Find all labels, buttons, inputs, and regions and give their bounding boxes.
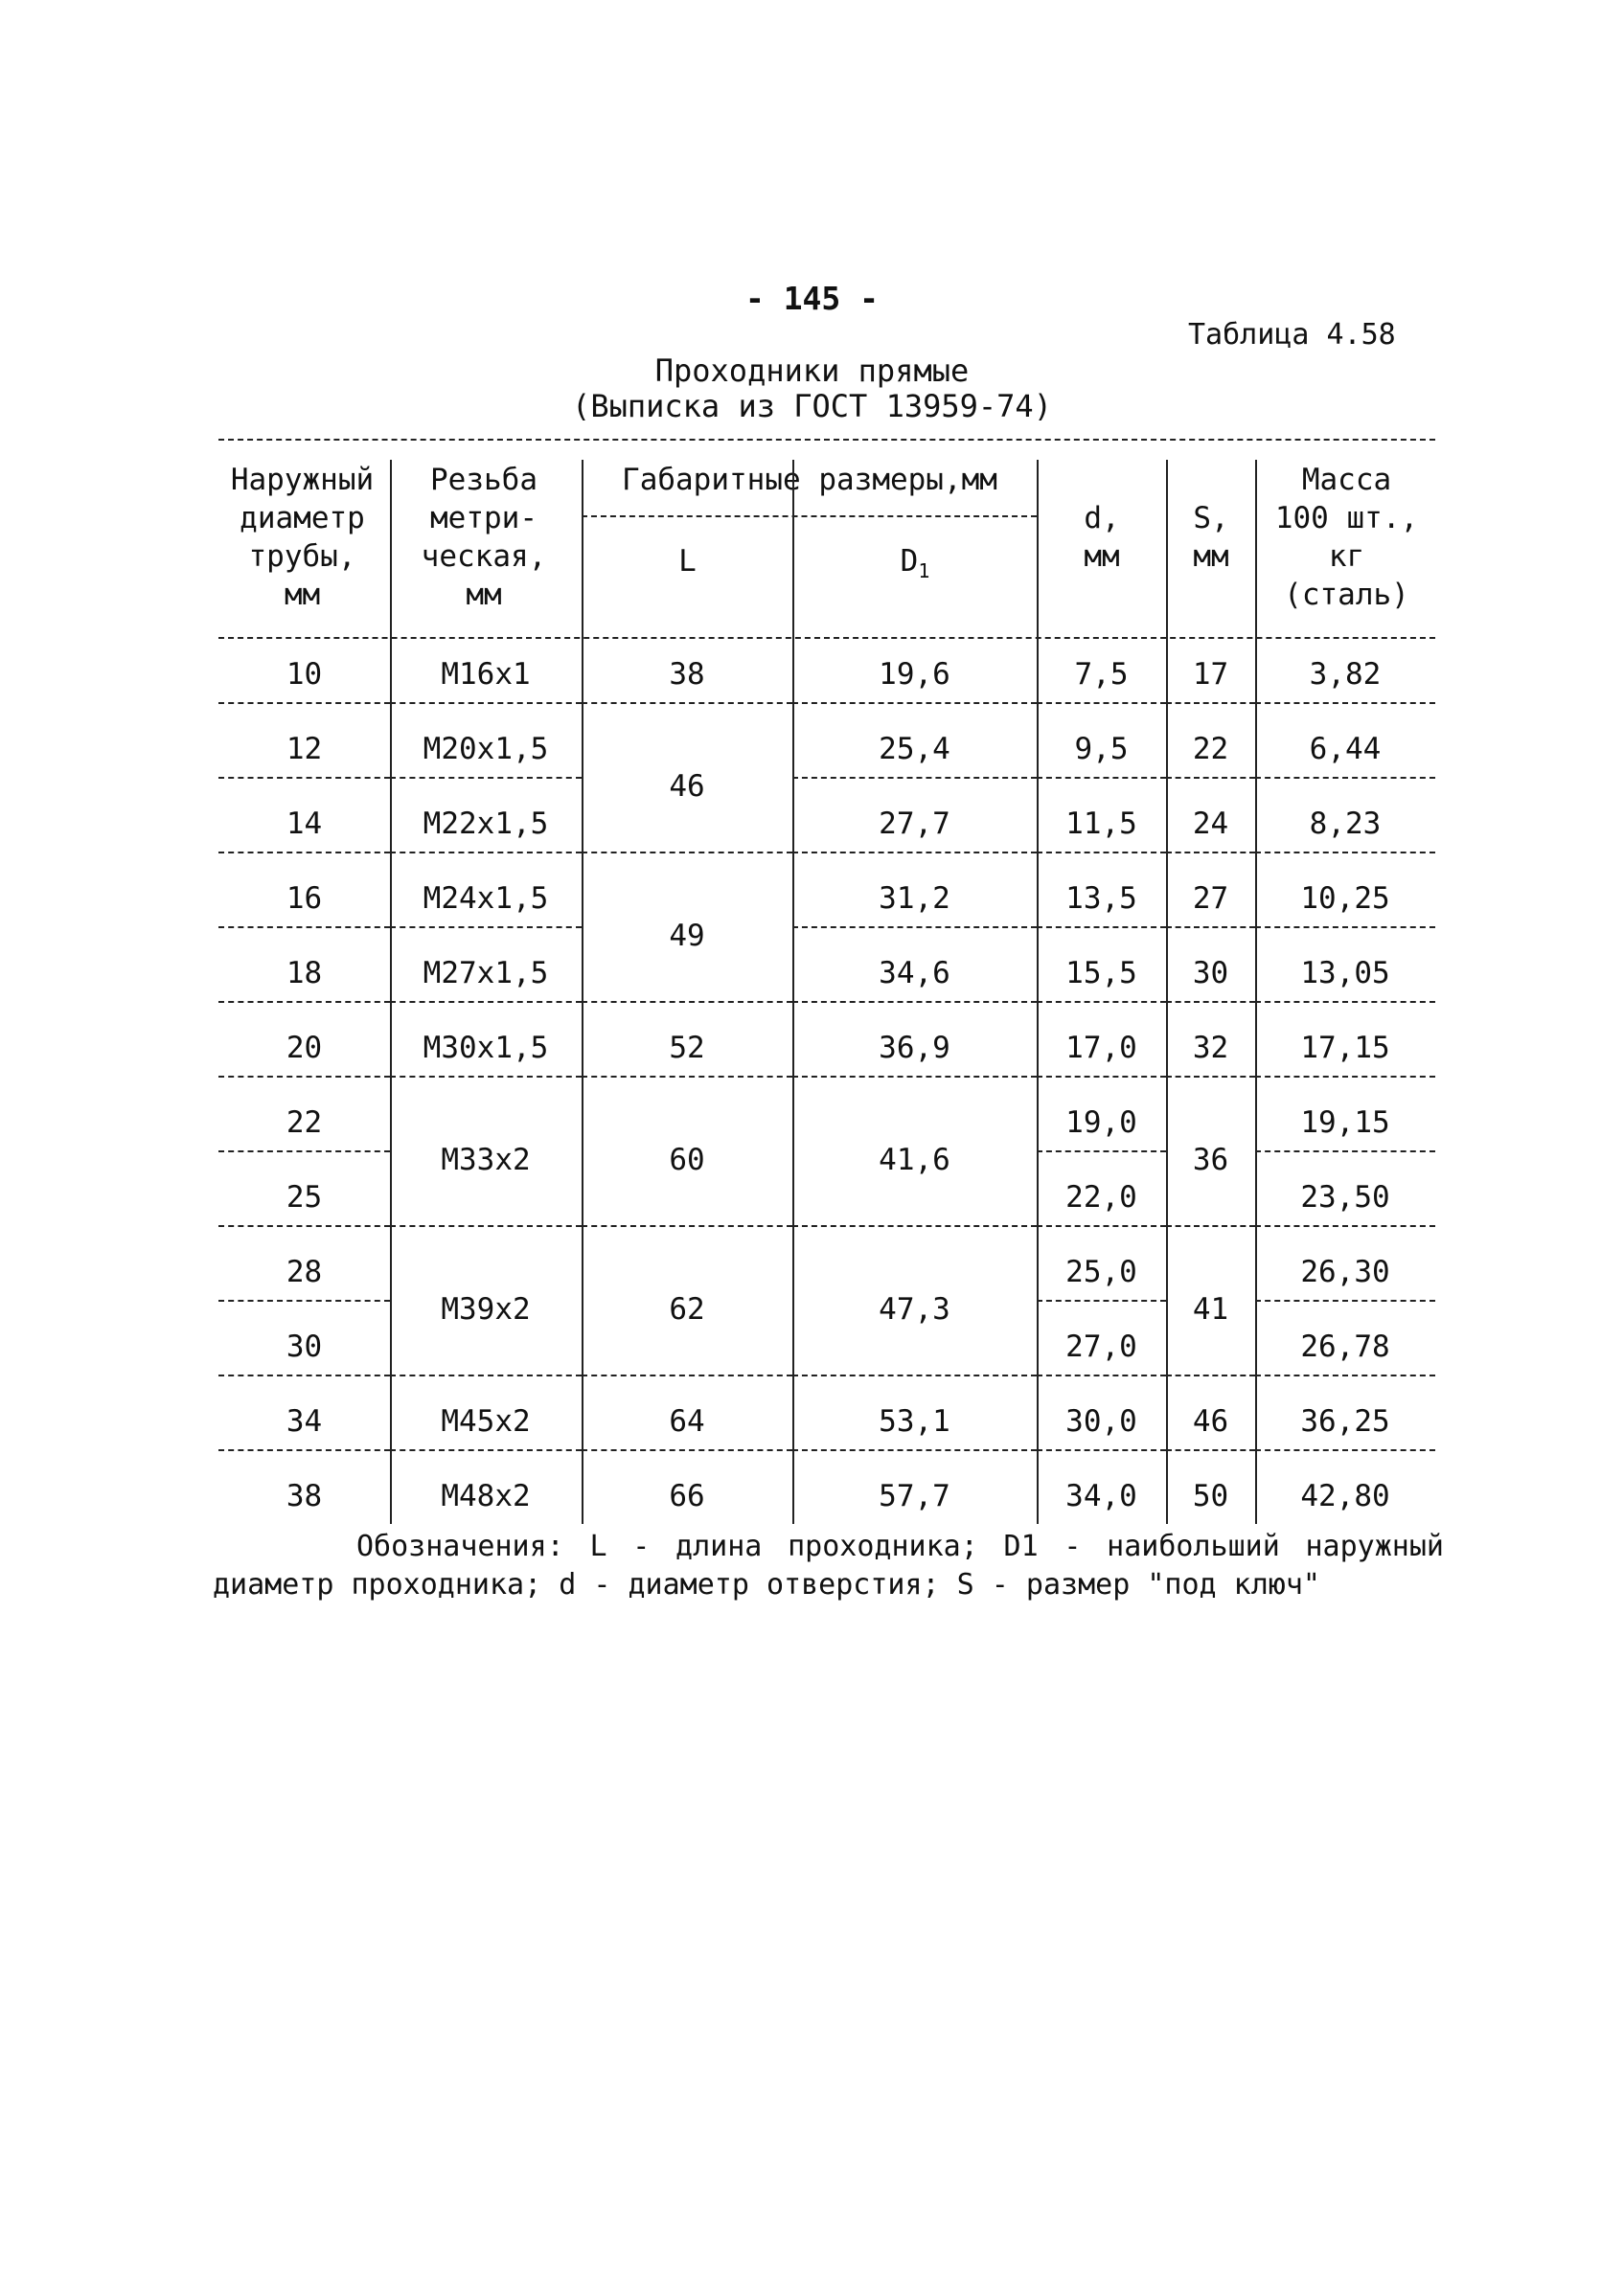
row-divider [1037, 1076, 1166, 1078]
row-divider [1037, 1375, 1166, 1376]
thread-cell: М33x2 [441, 1143, 531, 1177]
max-diameter-cell: 34,6 [879, 956, 950, 990]
wrench-size-cell: 17 [1192, 657, 1229, 692]
row-divider [582, 852, 792, 853]
row-divider [218, 1225, 390, 1227]
bore-diameter-cell: 7,5 [1074, 657, 1129, 692]
header-text: ческая, [421, 539, 547, 574]
column-divider [1166, 460, 1168, 637]
row-divider [218, 1449, 390, 1451]
outer-diameter-cell: 14 [286, 807, 323, 841]
row-divider [792, 777, 1037, 779]
header-text: мм [1193, 539, 1229, 574]
header-bottom-rule [218, 637, 1435, 639]
row-divider [1255, 852, 1435, 853]
row-divider [1037, 926, 1166, 928]
page-number: - 145 - [744, 280, 880, 317]
header-text: мм [1084, 539, 1120, 574]
row-divider [1037, 1150, 1166, 1152]
column-divider [582, 460, 583, 637]
row-divider [1255, 1225, 1435, 1227]
row-divider [1037, 702, 1166, 704]
row-divider [582, 1001, 792, 1003]
thread-cell: М48x2 [441, 1479, 531, 1513]
header-D1-sub: 1 [918, 559, 930, 583]
row-divider [792, 1375, 1037, 1376]
wrench-size-cell: 22 [1192, 732, 1229, 766]
thread-cell: М16x1 [441, 657, 531, 692]
header-text: S, [1193, 501, 1229, 535]
column-divider [1255, 460, 1257, 637]
wrench-size-cell: 24 [1192, 807, 1229, 841]
outer-diameter-cell: 38 [286, 1479, 323, 1513]
bore-diameter-cell: 9,5 [1074, 732, 1129, 766]
max-diameter-cell: 25,4 [879, 732, 950, 766]
row-divider [1255, 777, 1435, 779]
row-divider [390, 852, 582, 853]
length-cell: 38 [669, 657, 705, 692]
row-divider [390, 1001, 582, 1003]
row-divider [792, 926, 1037, 928]
row-divider [792, 852, 1037, 853]
row-divider [390, 1375, 582, 1376]
header-text: трубы, [248, 539, 356, 574]
max-diameter-cell: 57,7 [879, 1479, 950, 1513]
row-divider [1255, 702, 1435, 704]
column-divider [390, 460, 392, 637]
max-diameter-cell: 47,3 [879, 1292, 950, 1327]
row-divider [1166, 1001, 1255, 1003]
thread-cell: М22x1,5 [423, 807, 549, 841]
thread-cell: М30x1,5 [423, 1031, 549, 1065]
column-divider [582, 637, 583, 1524]
column-divider [792, 637, 794, 1524]
length-cell: 52 [669, 1031, 705, 1065]
row-divider [792, 1225, 1037, 1227]
outer-diameter-cell: 30 [286, 1330, 323, 1364]
row-divider [1037, 852, 1166, 853]
thread-cell: М39x2 [441, 1292, 531, 1327]
row-divider [582, 1375, 792, 1376]
mass-cell: 19,15 [1300, 1105, 1390, 1140]
mass-cell: 3,82 [1309, 657, 1382, 692]
mass-cell: 8,23 [1309, 807, 1382, 841]
outer-diameter-cell: 18 [286, 956, 323, 990]
row-divider [218, 1001, 390, 1003]
outer-diameter-cell: 20 [286, 1031, 323, 1065]
row-divider [792, 1076, 1037, 1078]
header-text: 100 шт., [1274, 501, 1419, 535]
mass-cell: 6,44 [1309, 732, 1382, 766]
mass-cell: 36,25 [1300, 1404, 1390, 1439]
outer-diameter-cell: 10 [286, 657, 323, 692]
row-divider [1255, 1150, 1435, 1152]
row-divider [218, 1375, 390, 1376]
bore-diameter-cell: 25,0 [1065, 1255, 1137, 1289]
wrench-size-cell: 30 [1192, 956, 1229, 990]
row-divider [1166, 926, 1255, 928]
row-divider [218, 777, 390, 779]
outer-diameter-cell: 25 [286, 1180, 323, 1215]
header-D1 [795, 543, 1035, 589]
mass-cell: 13,05 [1300, 956, 1390, 990]
row-divider [1037, 1225, 1166, 1227]
notes: Обозначения: L - длина проходника; D1 - наибольший наружный диаметр проходника; d - диаметр отверстия; S - размер "под ключ" [213, 1530, 1444, 1602]
row-divider [218, 926, 390, 928]
row-divider [792, 702, 1037, 704]
mass-cell: 10,25 [1300, 881, 1390, 916]
header-text: мм [284, 578, 321, 612]
length-cell: 62 [669, 1292, 705, 1327]
bore-diameter-cell: 17,0 [1065, 1031, 1137, 1065]
bore-diameter-cell: 22,0 [1065, 1180, 1137, 1215]
wrench-size-cell: 46 [1192, 1404, 1229, 1439]
column-divider [1166, 637, 1168, 1524]
thread-cell: М20x1,5 [423, 732, 549, 766]
row-divider [1166, 1076, 1255, 1078]
table-label: Таблица 4.58 [1188, 318, 1396, 352]
length-cell: 49 [669, 919, 705, 953]
row-divider [582, 1076, 792, 1078]
row-divider [390, 702, 582, 704]
row-divider [1037, 1449, 1166, 1451]
bore-diameter-cell: 30,0 [1065, 1404, 1137, 1439]
wrench-size-cell: 36 [1192, 1143, 1229, 1177]
header-text: метри- [430, 501, 538, 535]
outer-diameter-cell: 12 [286, 732, 323, 766]
row-divider [582, 1225, 792, 1227]
mass-cell: 26,78 [1300, 1330, 1390, 1364]
table-title: Проходники прямые [654, 352, 970, 389]
mass-cell: 23,50 [1300, 1180, 1390, 1215]
bore-diameter-cell: 34,0 [1065, 1479, 1137, 1513]
max-diameter-cell: 53,1 [879, 1404, 950, 1439]
row-divider [1166, 777, 1255, 779]
length-cell: 64 [669, 1404, 705, 1439]
length-cell: 60 [669, 1143, 705, 1177]
row-divider [218, 702, 390, 704]
row-divider [1037, 777, 1166, 779]
row-divider [1037, 1300, 1166, 1302]
outer-diameter-cell: 22 [286, 1105, 323, 1140]
wrench-size-cell: 41 [1192, 1292, 1229, 1327]
header-D1-text: D [900, 544, 919, 579]
header-dimensions: Габаритные размеры,мм [622, 463, 997, 497]
header-L: L [678, 544, 697, 579]
row-divider [218, 1076, 390, 1078]
column-divider [792, 517, 794, 637]
row-divider [390, 1225, 582, 1227]
wrench-size-cell: 27 [1192, 881, 1229, 916]
max-diameter-cell: 19,6 [879, 657, 950, 692]
header-text: (сталь) [1284, 578, 1409, 612]
row-divider [1255, 1449, 1435, 1451]
wrench-size-cell: 50 [1192, 1479, 1229, 1513]
table-subtitle: (Выписка из ГОСТ 13959-74) [572, 388, 1052, 424]
row-divider [390, 1449, 582, 1451]
header-text: Масса [1301, 463, 1392, 497]
length-cell: 66 [669, 1479, 705, 1513]
max-diameter-cell: 31,2 [879, 881, 950, 916]
header-text: Наружный [230, 463, 375, 497]
header-text: d, [1084, 501, 1120, 535]
bore-diameter-cell: 27,0 [1065, 1330, 1137, 1364]
row-divider [1255, 1375, 1435, 1376]
row-divider [1255, 1076, 1435, 1078]
column-divider [390, 637, 392, 1524]
header-text: мм [466, 578, 502, 612]
header-text: диаметр [240, 501, 365, 535]
column-divider [1037, 460, 1039, 637]
row-divider [1166, 1375, 1255, 1376]
bore-diameter-cell: 15,5 [1065, 956, 1137, 990]
row-divider [1037, 1001, 1166, 1003]
mass-cell: 42,80 [1300, 1479, 1390, 1513]
row-divider [218, 1150, 390, 1152]
row-divider [1166, 1225, 1255, 1227]
length-cell: 46 [669, 769, 705, 804]
bore-diameter-cell: 11,5 [1065, 807, 1137, 841]
header-sub-rule [582, 515, 1037, 517]
max-diameter-cell: 41,6 [879, 1143, 950, 1177]
row-divider [792, 1001, 1037, 1003]
column-divider [1037, 637, 1039, 1524]
bore-diameter-cell: 19,0 [1065, 1105, 1137, 1140]
outer-diameter-cell: 16 [286, 881, 323, 916]
mass-cell: 17,15 [1300, 1031, 1390, 1065]
wrench-size-cell: 32 [1192, 1031, 1229, 1065]
row-divider [390, 926, 582, 928]
row-divider [1255, 1300, 1435, 1302]
outer-diameter-cell: 34 [286, 1404, 323, 1439]
max-diameter-cell: 36,9 [879, 1031, 950, 1065]
row-divider [582, 702, 792, 704]
row-divider [582, 1449, 792, 1451]
row-divider [1166, 1449, 1255, 1451]
row-divider [1255, 926, 1435, 928]
row-divider [1166, 852, 1255, 853]
header-text: кг [1328, 539, 1365, 574]
row-divider [390, 777, 582, 779]
row-divider [1255, 1001, 1435, 1003]
row-divider [792, 1449, 1037, 1451]
max-diameter-cell: 27,7 [879, 807, 950, 841]
table-top-rule [218, 439, 1435, 441]
thread-cell: М45x2 [441, 1404, 531, 1439]
row-divider [218, 1300, 390, 1302]
row-divider [218, 852, 390, 853]
column-divider [1255, 637, 1257, 1524]
outer-diameter-cell: 28 [286, 1255, 323, 1289]
row-divider [390, 1076, 582, 1078]
mass-cell: 26,30 [1300, 1255, 1390, 1289]
thread-cell: М24x1,5 [423, 881, 549, 916]
header-text: Резьба [430, 463, 538, 497]
bore-diameter-cell: 13,5 [1065, 881, 1137, 916]
thread-cell: М27x1,5 [423, 956, 549, 990]
row-divider [1166, 702, 1255, 704]
